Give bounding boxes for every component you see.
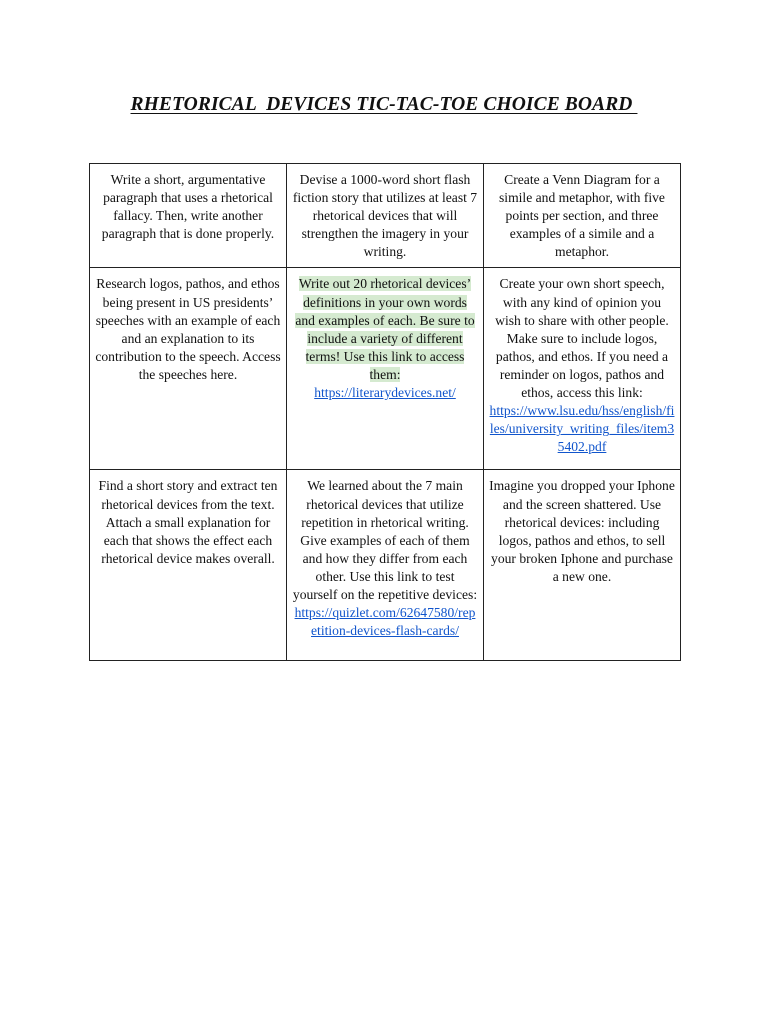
literary-devices-link[interactable]: https://literarydevices.net/ [314, 385, 456, 401]
board-cell-1 [90, 164, 287, 268]
cell-text: Devise a 1000-word short flash fiction story that utilizes at least 7 rhetorical devices that will strengthen the imagery in your writing. [292, 172, 478, 260]
board-cell-3 [484, 164, 681, 268]
quizlet-link[interactable]: https://quizlet.com/62647580/repetition-devices-flash-cards/ [294, 605, 476, 639]
board-cell-2 [287, 164, 484, 268]
board-row-1 [90, 164, 681, 268]
board-cell-8 [287, 470, 484, 661]
cell-text: Create your own short speech, with any kind of opinion you wish to share with other people. Make sure to include logos, pathos, and ethos. If you need a reminder on logos, pathos and ethos, access this link: [495, 276, 669, 401]
cell-text: Imagine you dropped your Iphone and the screen shattered. Use rhetorical devices: including logos, pathos and ethos, to sell your broken Iphone and purchase a new one. [489, 478, 675, 584]
cell-text: Create a Venn Diagram for a simile and metaphor, with five points per section, and three examples of a simile and a metaphor. [499, 172, 665, 260]
board-cell-4 [90, 268, 287, 470]
cell-text: Research logos, pathos, and ethos being present in US presidents’ speeches with an example of each and an explanation to its contribution to the speech. Access the speeches here. [95, 276, 281, 382]
choice-board-grid [89, 163, 681, 661]
highlighted-cell-text: Write out 20 rhetorical devices’ definitions in your own words and examples of each. Be sure to include a variety of different terms! Use this link to access them: [295, 276, 475, 382]
board-cell-9 [484, 470, 681, 661]
cell-text: We learned about the 7 main rhetorical devices that utilize repetition in rhetorical writing. Give examples of each of them and how they differ from each other. Use this link to test yourself on the repetitive devices: [292, 478, 478, 603]
board-cell-6 [484, 268, 681, 470]
board-row-2 [90, 268, 681, 470]
board-cell-5 [287, 268, 484, 470]
board-row-3 [90, 470, 681, 661]
board-cell-7 [90, 470, 287, 661]
cell-text: Write a short, argumentative paragraph that uses a rhetorical fallacy. Then, write another paragraph that is done properly. [101, 172, 275, 242]
document-title: RHETORICAL DEVICES TIC-TAC-TOE CHOICE BOARD [130, 94, 638, 115]
lsu-writing-link[interactable]: https://www.lsu.edu/hss/english/files/university_writing_files/item35402.pdf [489, 403, 675, 455]
cell-text: Find a short story and extract ten rhetorical devices from the text. Attach a small explanation for each that shows the effect each rhetorical device makes overall. [98, 478, 278, 566]
